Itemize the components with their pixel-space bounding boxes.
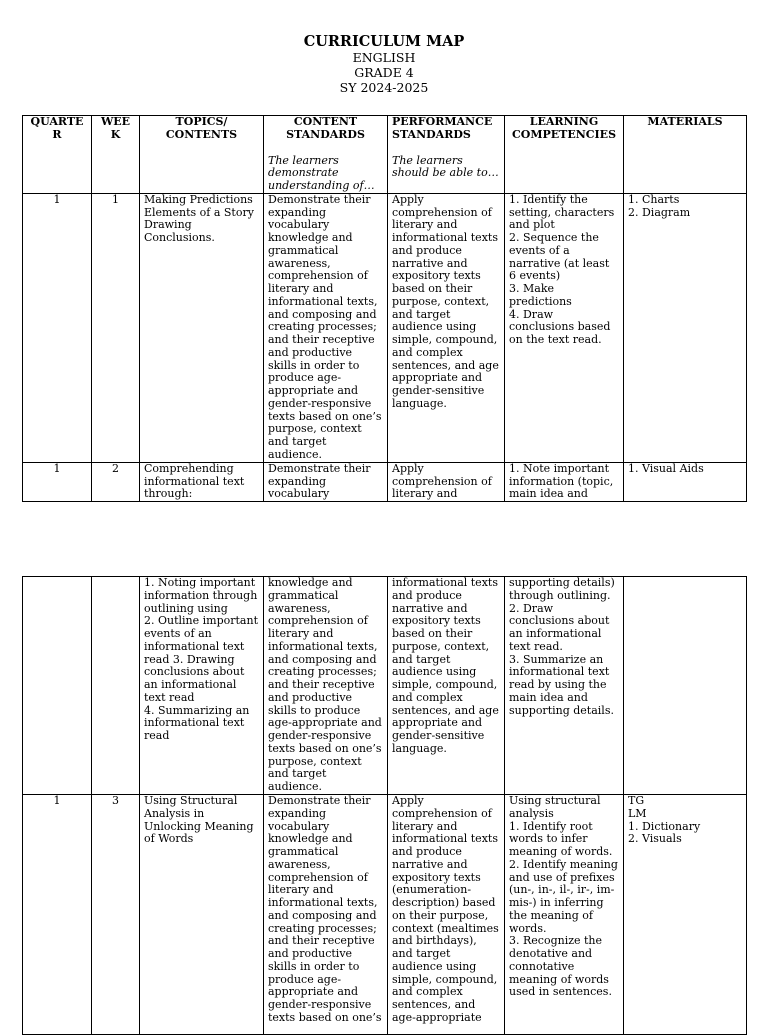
content-standards-label: CONTENT STANDARDS [286, 115, 365, 141]
cell-learning-competencies: supporting details) through outlining. 2. Draw conclusions about an informational text read. 3. Summarize an informational text read by using the main idea and supporting details. [505, 577, 624, 795]
cell-quarter: 1 [23, 795, 92, 1035]
cell-materials: TG LM 1. Dictionary 2. Visuals [624, 795, 747, 1035]
cell-materials: 1. Visual Aids [624, 462, 747, 501]
table-header-row [23, 116, 747, 194]
cell-content-standards: Demonstrate their expanding vocabulary knowledge and grammatical awareness, comprehension of literary and informational texts, and composing and creating processes; and their receptive and productive skills in order to produce age-appropriate and gender-responsive texts based on one’s purpose, context and target audience. [264, 193, 388, 462]
cell-week: 2 [92, 462, 140, 501]
cell-topics: Using Structural Analysis in Unlocking Meaning of Words [140, 795, 264, 1035]
school-year-line: SY 2024-2025 [339, 80, 429, 95]
column-header-learning-competencies: LEARNING COMPETENCIES [505, 116, 624, 194]
cell-quarter: 1 [23, 462, 92, 501]
cell-quarter [23, 577, 92, 795]
curriculum-table-page-2 [22, 576, 747, 1035]
cell-performance-standards: informational texts and produce narrative and expository texts based on their purpose, context, and target audience using simple, compound, and complex sentences, and age appropriate and gender-sensitive language. [388, 577, 505, 795]
cell-topics: 1. Noting important information through outlining using 2. Outline important events of an informational text read 3. Drawing conclusions about an informational text read 4. Summarizing an informational text read [140, 577, 264, 795]
document-header [0, 33, 768, 95]
performance-standards-note: The learners should be able to… [392, 153, 499, 180]
column-header-topics: TOPICS/ CONTENTS [140, 116, 264, 194]
cell-performance-standards: Apply comprehension of literary and informational texts and produce narrative and expository texts based on their purpose, context, and target audience using simple, compound, and complex sentences, and age appropriate and gender-sensitive language. [388, 193, 505, 462]
column-header-content-standards [264, 116, 388, 194]
table-row [23, 462, 747, 501]
cell-learning-competencies: 1. Note important information (topic, main idea and [505, 462, 624, 501]
subject-line: ENGLISH [352, 50, 416, 65]
cell-learning-competencies: 1. Identify the setting, characters and plot 2. Sequence the events of a narrative (at least 6 events) 3. Make predictions 4. Draw conclusions based on the text read. [505, 193, 624, 462]
column-header-quarter: QUARTE R [23, 116, 92, 194]
column-header-performance-standards [388, 116, 505, 194]
cell-materials: 1. Charts 2. Diagram [624, 193, 747, 462]
grade-line: GRADE 4 [354, 65, 414, 80]
cell-performance-standards: Apply comprehension of literary and informational texts and produce narrative and expository texts (enumeration-description) based on their purpose, context (mealtimes and birthdays), and target audience using simple, compound, and complex sentences, and age-appropriate [388, 795, 505, 1035]
cell-content-standards: knowledge and grammatical awareness, comprehension of literary and informational texts, and composing and creating processes; and their receptive and productive skills to produce age-appropriate and gender-responsive texts based on one’s purpose, context and target audience. [264, 577, 388, 795]
column-header-week: WEE K [92, 116, 140, 194]
cell-week: 3 [92, 795, 140, 1035]
curriculum-table-page-1 [22, 115, 747, 502]
cell-week: 1 [92, 193, 140, 462]
cell-topics: Making Predictions Elements of a Story Drawing Conclusions. [140, 193, 264, 462]
cell-content-standards: Demonstrate their expanding vocabulary [264, 462, 388, 501]
cell-content-standards: Demonstrate their expanding vocabulary knowledge and grammatical awareness, comprehension of literary and informational texts, and composing and creating processes; and their receptive and productive skills in order to produce age-appropriate and gender-responsive texts based on one’s [264, 795, 388, 1035]
cell-topics: Comprehending informational text through: [140, 462, 264, 501]
performance-standards-label: PERFORMANCE STANDARDS [392, 115, 493, 141]
cell-learning-competencies: Using structural analysis 1. Identify root words to infer meaning of words. 2. Identify meaning and use of prefixes (un-, in-, il-, ir-, im-mis-) in inferring the meaning of words. 3. Recognize the denotative and connotative meaning of words used in sentences. [505, 795, 624, 1035]
cell-week [92, 577, 140, 795]
table-row [23, 795, 747, 1035]
cell-performance-standards: Apply comprehension of literary and [388, 462, 505, 501]
cell-materials [624, 577, 747, 795]
table-row [23, 193, 747, 462]
column-header-materials: MATERIALS [624, 116, 747, 194]
table-row [23, 577, 747, 795]
content-standards-note: The learners demonstrate understanding of… [268, 153, 375, 192]
document-title: CURRICULUM MAP [303, 33, 465, 50]
cell-quarter: 1 [23, 193, 92, 462]
